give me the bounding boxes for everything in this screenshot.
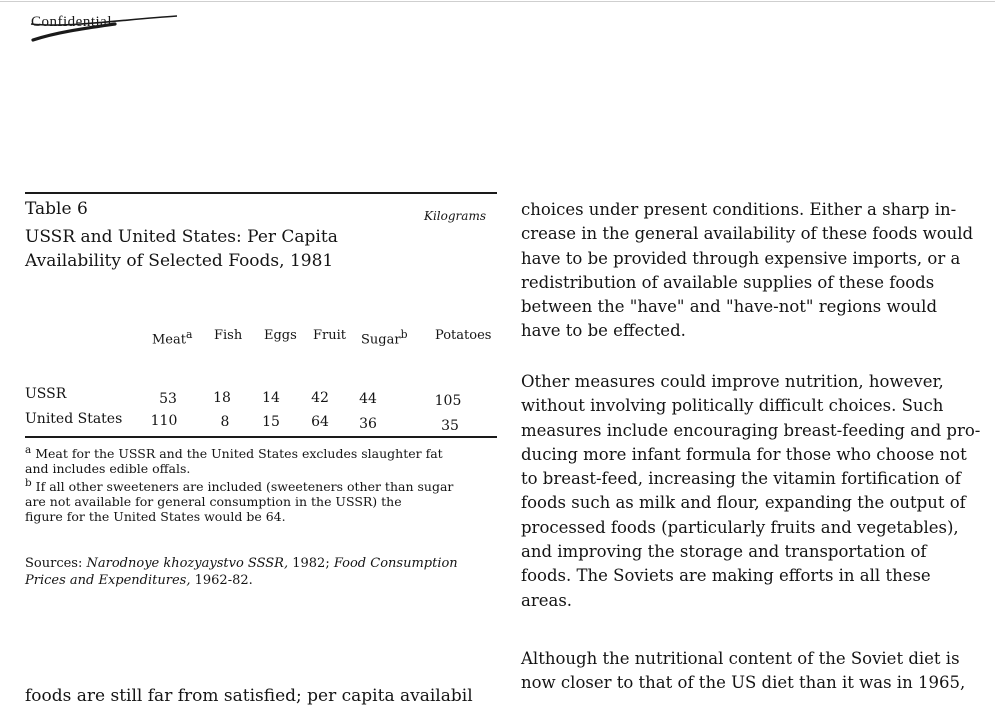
footnote-b-line-2: are not available for general consumption in the USSR) the [25,494,402,510]
table-bottom-rule [25,436,497,438]
table-cell: 105 [434,393,462,409]
row-label-ussr: USSR [25,386,67,402]
table-title-line-1: USSR and United States: Per Capita [25,227,338,247]
column-header-sugar: Sugar$^b$ [361,328,408,348]
text-line: have to be effected. [521,321,686,341]
text-line: ducing more infant formula for those who choose not [521,444,967,464]
table-unit: Kilograms [424,209,486,223]
text-line: Although the nutritional content of the Soviet diet is [521,649,960,668]
table-cell: 35 [441,418,459,434]
text-line: choices under present conditions. Either a sharp in- [521,200,957,219]
table-number: Table 6 [25,199,88,219]
text-line: foods such as milk and flour, expanding the output of [521,493,966,513]
sources-title-3: Prices and Expenditures, [25,573,191,588]
sources-end: 1962-82. [190,573,253,588]
footnote-a-line-2: and includes edible offals. [25,461,191,477]
stamp-text: Confidential [31,14,112,30]
text-line: and improving the storage and transportation of [521,542,927,562]
column-header-eggs: Eggs [264,328,297,343]
footnote-b-line-3: figure for the United States would be 64. [25,509,286,525]
table-cell: 14 [262,390,280,406]
table-cell: 15 [262,414,280,430]
text-line: redistribution of available supplies of these foods [521,272,935,292]
sources-label: Sources: [25,556,83,571]
strike-through-scribble [27,6,187,46]
text-line: between the "have" and "have-not" regions would [521,297,938,317]
table-cell: 42 [311,390,329,406]
text-line: to breast-feed, increasing the vitamin fortification of [521,469,961,489]
table-cell: 64 [311,414,329,430]
text-line: processed foods (particularly fruits and vegetables), [521,517,959,537]
paragraph-1 [521,198,991,344]
table-cell: 53 [159,391,177,407]
confidential-stamp [27,6,187,46]
footnote-b: $^b$ If all other sweeteners are included (sweeteners other than sugar are not available for general consumption in the USSR) the figure for the United States would be 64. [25,476,497,524]
row-label-united-states: United States [25,411,123,427]
table-cell: 8 [220,414,230,430]
text-line: foods. The Soviets are making efforts in all these [521,566,931,586]
text-line: crease in the general availability of these foods would [521,224,974,244]
paragraph-2 [521,370,991,613]
text-line: have to be provided through expensive imports, or a [521,248,961,268]
footnote-a-line-1: Meat for the USSR and the United States excludes slaughter fat [35,446,443,462]
paragraph-3 [521,647,991,696]
table-cell: 110 [150,413,178,429]
text-line: now closer to that of the US diet than it was in 1965, [521,673,966,693]
table-sources [25,555,497,589]
table-title-line-2: Availability of Selected Foods, 1981 [25,251,334,271]
table-title [25,225,425,273]
text-line: measures include encouraging breast-feeding and pro- [521,420,981,440]
footnote-b-line-1: If all other sweeteners are included (sweeteners other than sugar [35,479,454,495]
table-top-rule [25,192,497,194]
table-cell: 18 [213,390,231,406]
page-top-border [0,1,995,2]
column-header-potatoes: Potatoes [435,328,492,343]
sources-mid: 1982; [288,556,334,571]
text-line: Other measures could improve nutrition, however, [521,372,944,391]
column-header-fruit: Fruit [313,328,346,343]
cut-off-left-text: foods are still far from satisfied; per capita availabil [25,686,473,706]
table-cell: 44 [359,391,377,407]
column-header-meat: Meat$^a$ [152,328,193,348]
column-header-fish: Fish [214,328,243,343]
table-cell: 36 [359,416,377,432]
text-line: areas. [521,590,573,610]
sources-title-1: Narodnoye khozyaystvo SSSR, [86,556,289,571]
footnote-a: $^a$ Meat for the USSR and the United States excludes slaughter fat and includes edible offals. [25,443,497,476]
text-line: without involving politically difficult choices. Such [521,396,944,416]
sources-title-2: Food Consumption [333,556,458,571]
